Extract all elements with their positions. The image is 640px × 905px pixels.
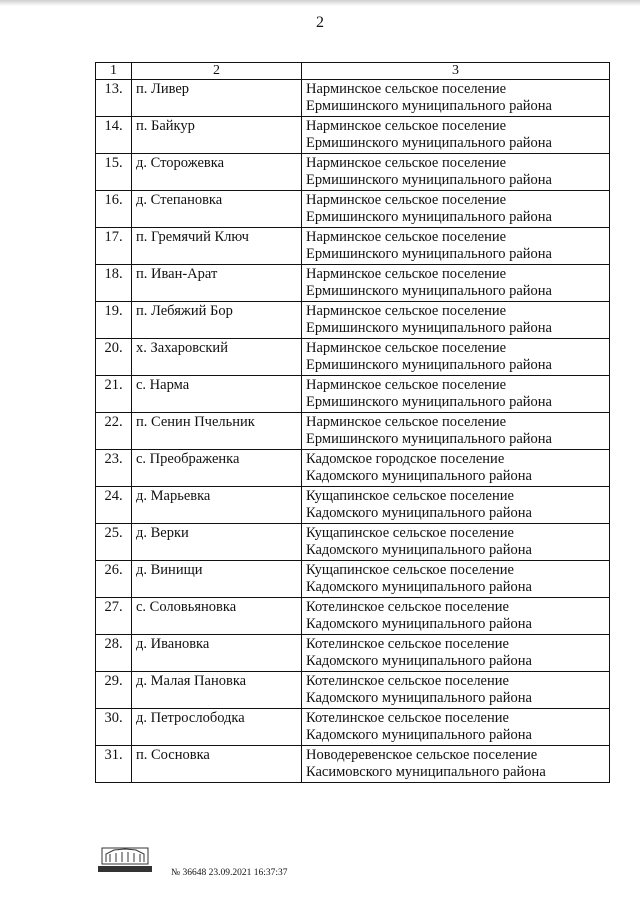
- ministry-stamp-icon: [96, 846, 154, 874]
- municipality-line-2: Ермишинского муниципального района: [306, 172, 552, 188]
- row-number: 25.: [96, 524, 132, 561]
- table-row: [96, 80, 610, 117]
- table-row: [96, 524, 610, 561]
- municipality-line-2: Кадомского муниципального района: [306, 579, 532, 595]
- municipality-cell: [302, 302, 610, 339]
- table-header-row: [96, 63, 610, 80]
- row-number: 28.: [96, 635, 132, 672]
- settlements-table: [95, 62, 610, 783]
- municipality-cell: [302, 487, 610, 524]
- settlement-name: д. Петрослободка: [132, 709, 302, 746]
- row-number: 19.: [96, 302, 132, 339]
- municipality-line-1: Котелинское сельское поселение: [306, 710, 509, 726]
- row-number: 16.: [96, 191, 132, 228]
- municipality-cell: [302, 265, 610, 302]
- settlement-name: п. Сенин Пчельник: [132, 413, 302, 450]
- municipality-line-1: Котелинское сельское поселение: [306, 673, 509, 689]
- scan-edge: [0, 0, 640, 6]
- municipality-cell: [302, 524, 610, 561]
- settlement-name: п. Лебяжий Бор: [132, 302, 302, 339]
- row-number: 14.: [96, 117, 132, 154]
- settlement-name: п. Ливер: [132, 80, 302, 117]
- municipality-line-2: Ермишинского муниципального района: [306, 357, 552, 373]
- row-number: 24.: [96, 487, 132, 524]
- settlement-name: д. Сторожевка: [132, 154, 302, 191]
- municipality-line-1: Нарминское сельское поселение: [306, 155, 507, 171]
- table-row: [96, 672, 610, 709]
- table-row: [96, 339, 610, 376]
- table-row: [96, 746, 610, 783]
- municipality-line-1: Нарминское сельское поселение: [306, 118, 507, 134]
- municipality-line-1: Нарминское сельское поселение: [306, 192, 507, 208]
- table-row: [96, 302, 610, 339]
- settlement-name: д. Винищи: [132, 561, 302, 598]
- municipality-line-1: Нарминское сельское поселение: [306, 266, 507, 282]
- column-header-2: 2: [132, 63, 302, 80]
- row-number: 31.: [96, 746, 132, 783]
- municipality-cell: [302, 672, 610, 709]
- table-row: [96, 117, 610, 154]
- municipality-cell: [302, 598, 610, 635]
- municipality-line-2: Ермишинского муниципального района: [306, 209, 552, 225]
- settlement-name: п. Иван-Арат: [132, 265, 302, 302]
- table-row: [96, 598, 610, 635]
- row-number: 20.: [96, 339, 132, 376]
- municipality-cell: [302, 450, 610, 487]
- municipality-line-2: Ермишинского муниципального района: [306, 135, 552, 151]
- settlement-name: с. Преображенка: [132, 450, 302, 487]
- municipality-line-1: Кадомское городское поселение: [306, 451, 505, 467]
- municipality-line-2: Ермишинского муниципального района: [306, 98, 552, 114]
- table-row: [96, 561, 610, 598]
- municipality-line-1: Нарминское сельское поселение: [306, 340, 507, 356]
- row-number: 18.: [96, 265, 132, 302]
- municipality-line-1: Котелинское сельское поселение: [306, 599, 509, 615]
- municipality-line-1: Нарминское сельское поселение: [306, 377, 507, 393]
- table-row: [96, 413, 610, 450]
- municipality-line-1: Нарминское сельское поселение: [306, 303, 507, 319]
- municipality-line-2: Кадомского муниципального района: [306, 505, 532, 521]
- table-row: [96, 376, 610, 413]
- row-number: 26.: [96, 561, 132, 598]
- row-number: 27.: [96, 598, 132, 635]
- municipality-line-2: Кадомского муниципального района: [306, 468, 532, 484]
- municipality-line-1: Кущапинское сельское поселение: [306, 525, 514, 541]
- table-row: [96, 191, 610, 228]
- municipality-line-2: Кадомского муниципального района: [306, 690, 532, 706]
- municipality-line-2: Ермишинского муниципального района: [306, 394, 552, 410]
- settlement-name: д. Марьевка: [132, 487, 302, 524]
- municipality-cell: [302, 80, 610, 117]
- municipality-cell: [302, 561, 610, 598]
- table-row: [96, 635, 610, 672]
- settlement-name: п. Гремячий Ключ: [132, 228, 302, 265]
- municipality-line-1: Котелинское сельское поселение: [306, 636, 509, 652]
- municipality-cell: [302, 746, 610, 783]
- column-header-1: 1: [96, 63, 132, 80]
- municipality-cell: [302, 376, 610, 413]
- table-row: [96, 487, 610, 524]
- municipality-line-1: Кущапинское сельское поселение: [306, 562, 514, 578]
- municipality-line-2: Ермишинского муниципального района: [306, 246, 552, 262]
- municipality-line-2: Ермишинского муниципального района: [306, 320, 552, 336]
- table-row: [96, 228, 610, 265]
- municipality-line-2: Ермишинского муниципального района: [306, 283, 552, 299]
- municipality-line-2: Кадомского муниципального района: [306, 542, 532, 558]
- municipality-cell: [302, 339, 610, 376]
- municipality-line-2: Касимовского муниципального района: [306, 764, 546, 780]
- municipality-cell: [302, 709, 610, 746]
- settlement-name: х. Захаровский: [132, 339, 302, 376]
- settlement-name: с. Соловьяновка: [132, 598, 302, 635]
- municipality-cell: [302, 635, 610, 672]
- municipality-cell: [302, 413, 610, 450]
- table-row: [96, 154, 610, 191]
- table-row: [96, 709, 610, 746]
- registration-number: № 36648 23.09.2021 16:37:37: [171, 868, 288, 878]
- row-number: 21.: [96, 376, 132, 413]
- settlement-name: д. Ивановка: [132, 635, 302, 672]
- page-number: 2: [316, 14, 324, 31]
- settlement-name: д. Степановка: [132, 191, 302, 228]
- row-number: 17.: [96, 228, 132, 265]
- row-number: 13.: [96, 80, 132, 117]
- column-header-3: 3: [302, 63, 610, 80]
- municipality-line-2: Кадомского муниципального района: [306, 653, 532, 669]
- municipality-line-1: Кущапинское сельское поселение: [306, 488, 514, 504]
- settlement-name: п. Байкур: [132, 117, 302, 154]
- municipality-line-1: Новодеревенское сельское поселение: [306, 747, 538, 763]
- settlement-name: д. Малая Пановка: [132, 672, 302, 709]
- municipality-line-2: Кадомского муниципального района: [306, 616, 532, 632]
- municipality-cell: [302, 191, 610, 228]
- municipality-line-2: Ермишинского муниципального района: [306, 431, 552, 447]
- row-number: 22.: [96, 413, 132, 450]
- footer: [96, 846, 396, 886]
- municipality-cell: [302, 228, 610, 265]
- row-number: 23.: [96, 450, 132, 487]
- municipality-cell: [302, 154, 610, 191]
- settlement-name: с. Нарма: [132, 376, 302, 413]
- municipality-line-1: Нарминское сельское поселение: [306, 81, 507, 97]
- settlement-name: д. Верки: [132, 524, 302, 561]
- row-number: 30.: [96, 709, 132, 746]
- settlement-name: п. Сосновка: [132, 746, 302, 783]
- table-row: [96, 450, 610, 487]
- municipality-line-2: Кадомского муниципального района: [306, 727, 532, 743]
- row-number: 29.: [96, 672, 132, 709]
- row-number: 15.: [96, 154, 132, 191]
- municipality-line-1: Нарминское сельское поселение: [306, 229, 507, 245]
- table-row: [96, 265, 610, 302]
- municipality-line-1: Нарминское сельское поселение: [306, 414, 507, 430]
- municipality-cell: [302, 117, 610, 154]
